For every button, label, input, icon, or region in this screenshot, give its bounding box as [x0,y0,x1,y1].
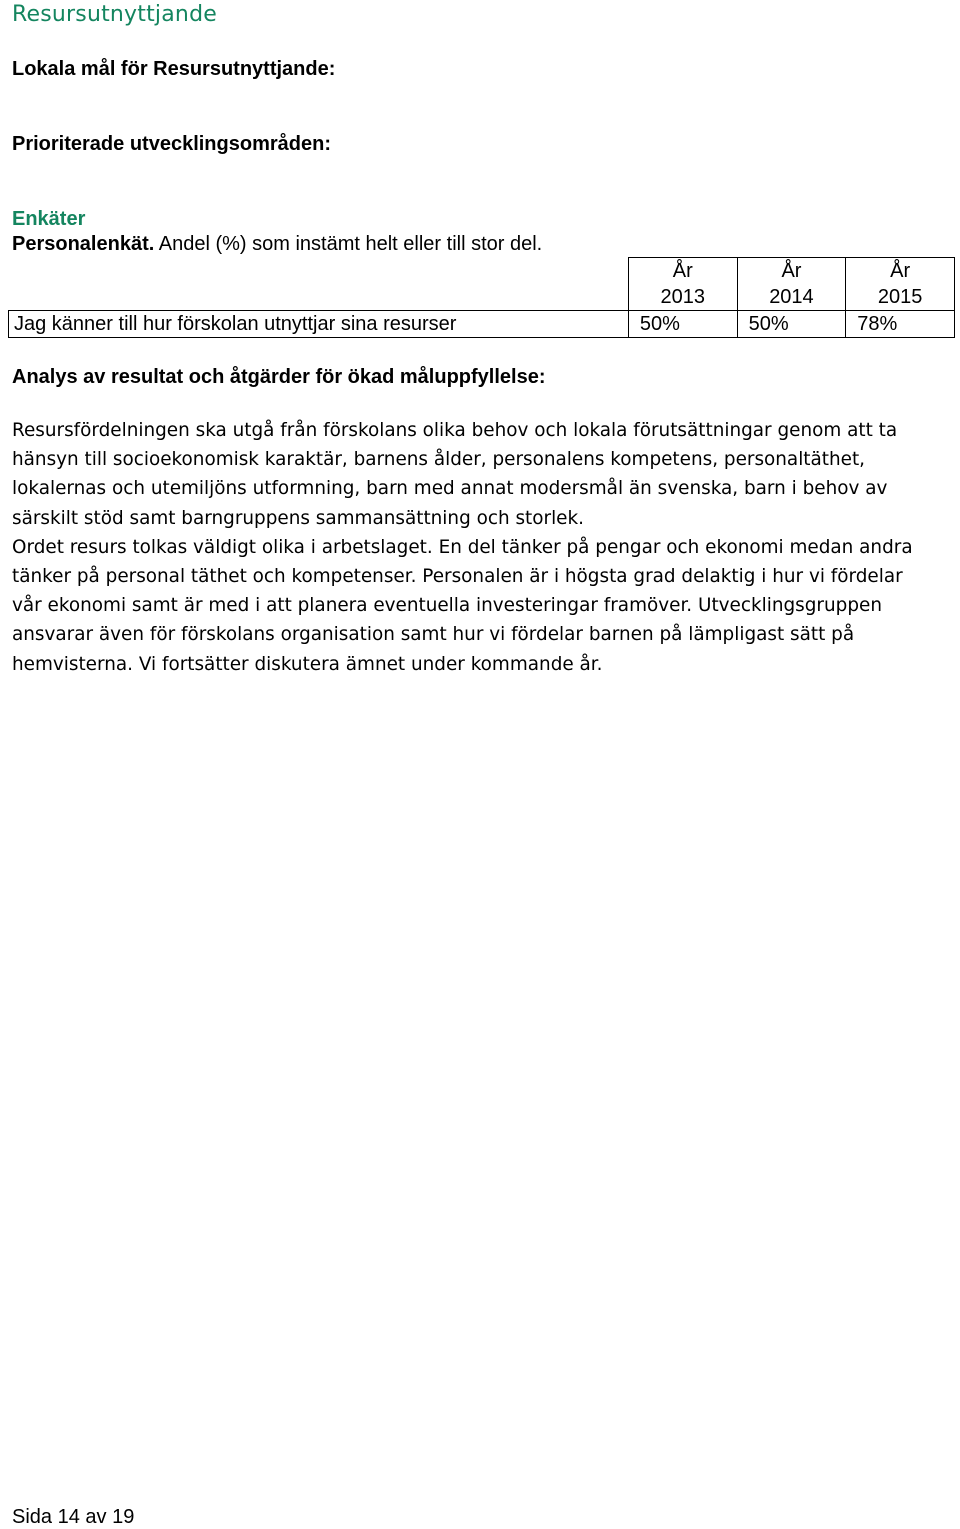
year-header-2013 [628,258,737,311]
analysis-line: hemvisterna. Vi fortsätter diskutera ämnet under kommande år. [12,653,603,675]
year-prefix: År [781,260,802,282]
analysis-heading: Analys av resultat och åtgärder för ökad måluppfyllelse: [12,366,546,388]
survey-subtitle [12,233,542,256]
year-header-2015 [846,258,955,311]
year-prefix: År [890,260,911,282]
analysis-line: lokalernas och utemiljöns utformning, barn med annat modersmål än svenska, barn i behov av [12,478,888,500]
section-title: Resursutnyttjande [12,2,217,27]
survey-subtitle-rest: Andel (%) som instämt helt eller till stor del. [154,233,543,255]
survey-table-header [9,258,955,311]
survey-value-2015: 78% [846,311,955,338]
survey-title: Enkäter [12,208,86,230]
survey-header-blank [9,258,629,311]
survey-subtitle-bold: Personalenkät. [12,233,155,255]
analysis-line: hänsyn till socioekonomisk karaktär, barnens ålder, personalens kompetens, personaltäthet, [12,449,866,471]
analysis-line: Resursfördelningen ska utgå från förskolans olika behov och lokala förutsättningar genom att ta [12,420,898,441]
survey-question: Jag känner till hur förskolan utnyttjar sina resurser [9,311,629,338]
local-goals-heading: Lokala mål för Resursutnyttjande: [12,58,336,80]
survey-value-2013: 50% [628,311,737,338]
year-value: 2014 [769,286,814,308]
year-value: 2013 [660,286,705,308]
analysis-line: ansvarar även för förskolans organisation samt hur vi fördelar barnen på lämpligast sätt på [12,624,855,646]
survey-table [8,257,955,338]
priority-heading: Prioriterade utvecklingsområden: [12,133,331,155]
analysis-line: Ordet resurs tolkas väldigt olika i arbetslaget. En del tänker på pengar och ekonomi medan andra [12,536,913,558]
analysis-body [12,416,960,679]
analysis-line: vår ekonomi samt är med i att planera eventuella investeringar framöver. Utvecklingsgruppen [12,595,882,617]
year-header-2014 [737,258,846,311]
survey-value-2014: 50% [737,311,846,338]
year-prefix: År [672,260,693,282]
year-value: 2015 [877,286,923,308]
page-number-footer: Sida 14 av 19 [12,1506,135,1528]
table-row [9,311,955,338]
analysis-line: särskilt stöd samt barngruppens sammansättning och storlek. [12,507,584,529]
analysis-line: tänker på personal täthet och kompetenser. Personalen är i högsta grad delaktig i hur vi fördelar [12,566,903,588]
